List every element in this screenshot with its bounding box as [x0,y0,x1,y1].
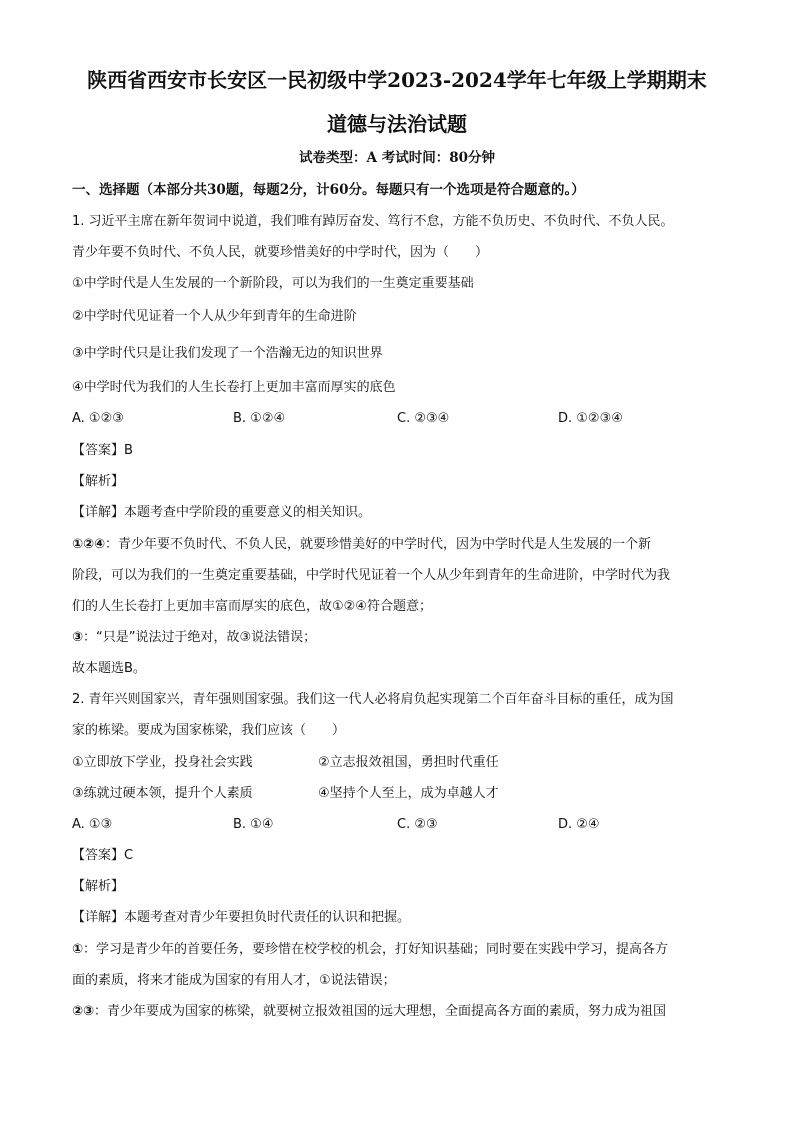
q2-item-3: ③练就过硬本领，提升个人素质 [72,786,253,801]
q1-item-2: ②中学时代见证着一个人从少年到青年的生命进阶 [72,309,357,324]
q2-item-4: ④坚持个人至上，成为卓越人才 [318,786,499,801]
q1-explanation-1-line3: 们的人生长卷打上更加丰富而厚实的底色，故①②④符合题意； [72,599,432,614]
answer-tag: 【答案】 [72,443,125,458]
answer-value: C [124,848,134,863]
detail-tag: 【详解】 [72,910,125,925]
q1-conclusion: 故本题选B。 [72,661,146,676]
explanation-text: ：“只是”说法过于绝对，故③说法错误； [83,630,317,645]
q2-explanation-1-line1 [72,940,732,960]
q2-explanation-1-line2: 面的素质，将来才能成为国家的有用人才，①说法错误； [72,973,396,988]
q1-item-4: ④中学时代为我们的人生长卷打上更加丰富而厚实的底色 [72,380,396,395]
detail-text: 本题考查对青少年要担负时代责任的认识和把握。 [124,910,411,925]
q1-option-a: A. ①②③ [72,411,124,426]
q2-option-b: B. ①④ [233,817,274,832]
q1-item-1: ①中学时代是人生发展的一个新阶段，可以为我们的一生奠定重要基础 [72,276,474,291]
exam-title-line2: 道德与法治试题 [327,112,467,136]
q1-option-d: D. ①②③④ [558,411,623,426]
explanation-label: ① [72,942,84,957]
q1-answer [72,441,732,461]
explanation-text: ：青少年要不负时代、不负人民，就要珍惜美好的中学时代，因为中学时代是人生发展的一个新 [105,537,652,552]
q1-explanation-1-line1 [72,535,732,555]
q2-stem-line1: 2. 青年兴则国家兴，青年强则国家强。我们这一代人必将肩负起实现第二个百年奋斗目标的重任，成为国 [72,692,674,707]
answer-tag: 【答案】 [72,848,125,863]
q2-analysis-tag: 【解析】 [72,879,125,894]
q1-detail [72,503,732,523]
q2-answer [72,846,732,866]
detail-text: 本题考查中学阶段的重要意义的相关知识。 [124,505,372,520]
q2-item-2: ②立志报效祖国，勇担时代重任 [318,755,499,770]
q1-item-3: ③中学时代只是让我们发现了一个浩瀚无边的知识世界 [72,346,383,361]
q1-explanation-2 [72,628,732,648]
explanation-label: ③ [72,630,84,645]
section-heading: 一、选择题（本部分共30题，每题2分，计60分。每题只有一个选项是符合题意的。） [72,182,585,198]
q2-option-d: D. ②④ [558,817,600,832]
q2-item-1: ①立即放下学业，投身社会实践 [72,755,253,770]
q2-option-c: C. ②③ [397,817,438,832]
explanation-label: ②③ [72,1004,95,1019]
q2-option-a: A. ①③ [72,817,113,832]
q2-detail [72,908,732,928]
exam-title-line1: 陕西省西安市长安区一民初级中学2023-2024学年七年级上学期期末 [87,68,707,92]
exam-meta: 试卷类型：A 考试时间：80分钟 [299,150,495,166]
q1-analysis-tag: 【解析】 [72,474,125,489]
q1-stem-line2: 青少年要不负时代、不负人民，就要珍惜美好的中学时代，因为（ ） [72,245,489,260]
answer-value: B [124,443,133,458]
explanation-text: ：学习是青少年的首要任务，要珍惜在校学校的机会，打好知识基础；同时要在实践中学习，提高各方 [83,942,669,957]
explanation-text: ：青少年要成为国家的栋梁，就要树立报效祖国的远大理想，全面提高各方面的素质，努力成为祖国 [94,1004,667,1019]
q1-explanation-1-line2: 阶段，可以为我们的一生奠定重要基础，中学时代见证着一个人从少年到青年的生命进阶，中学时代为我 [72,568,671,583]
q2-explanation-2 [72,1002,732,1022]
q2-stem-line2: 家的栋梁。要成为国家栋梁，我们应该（ ） [72,723,346,738]
q1-option-c: C. ②③④ [397,411,450,426]
q1-option-b: B. ①②④ [233,411,286,426]
q1-stem-line1: 1. 习近平主席在新年贺词中说道，我们唯有踔厉奋发、笃行不怠，方能不负历史、不负时代、不负人民。 [72,214,674,229]
detail-tag: 【详解】 [72,505,125,520]
explanation-label: ①②④ [72,537,106,552]
